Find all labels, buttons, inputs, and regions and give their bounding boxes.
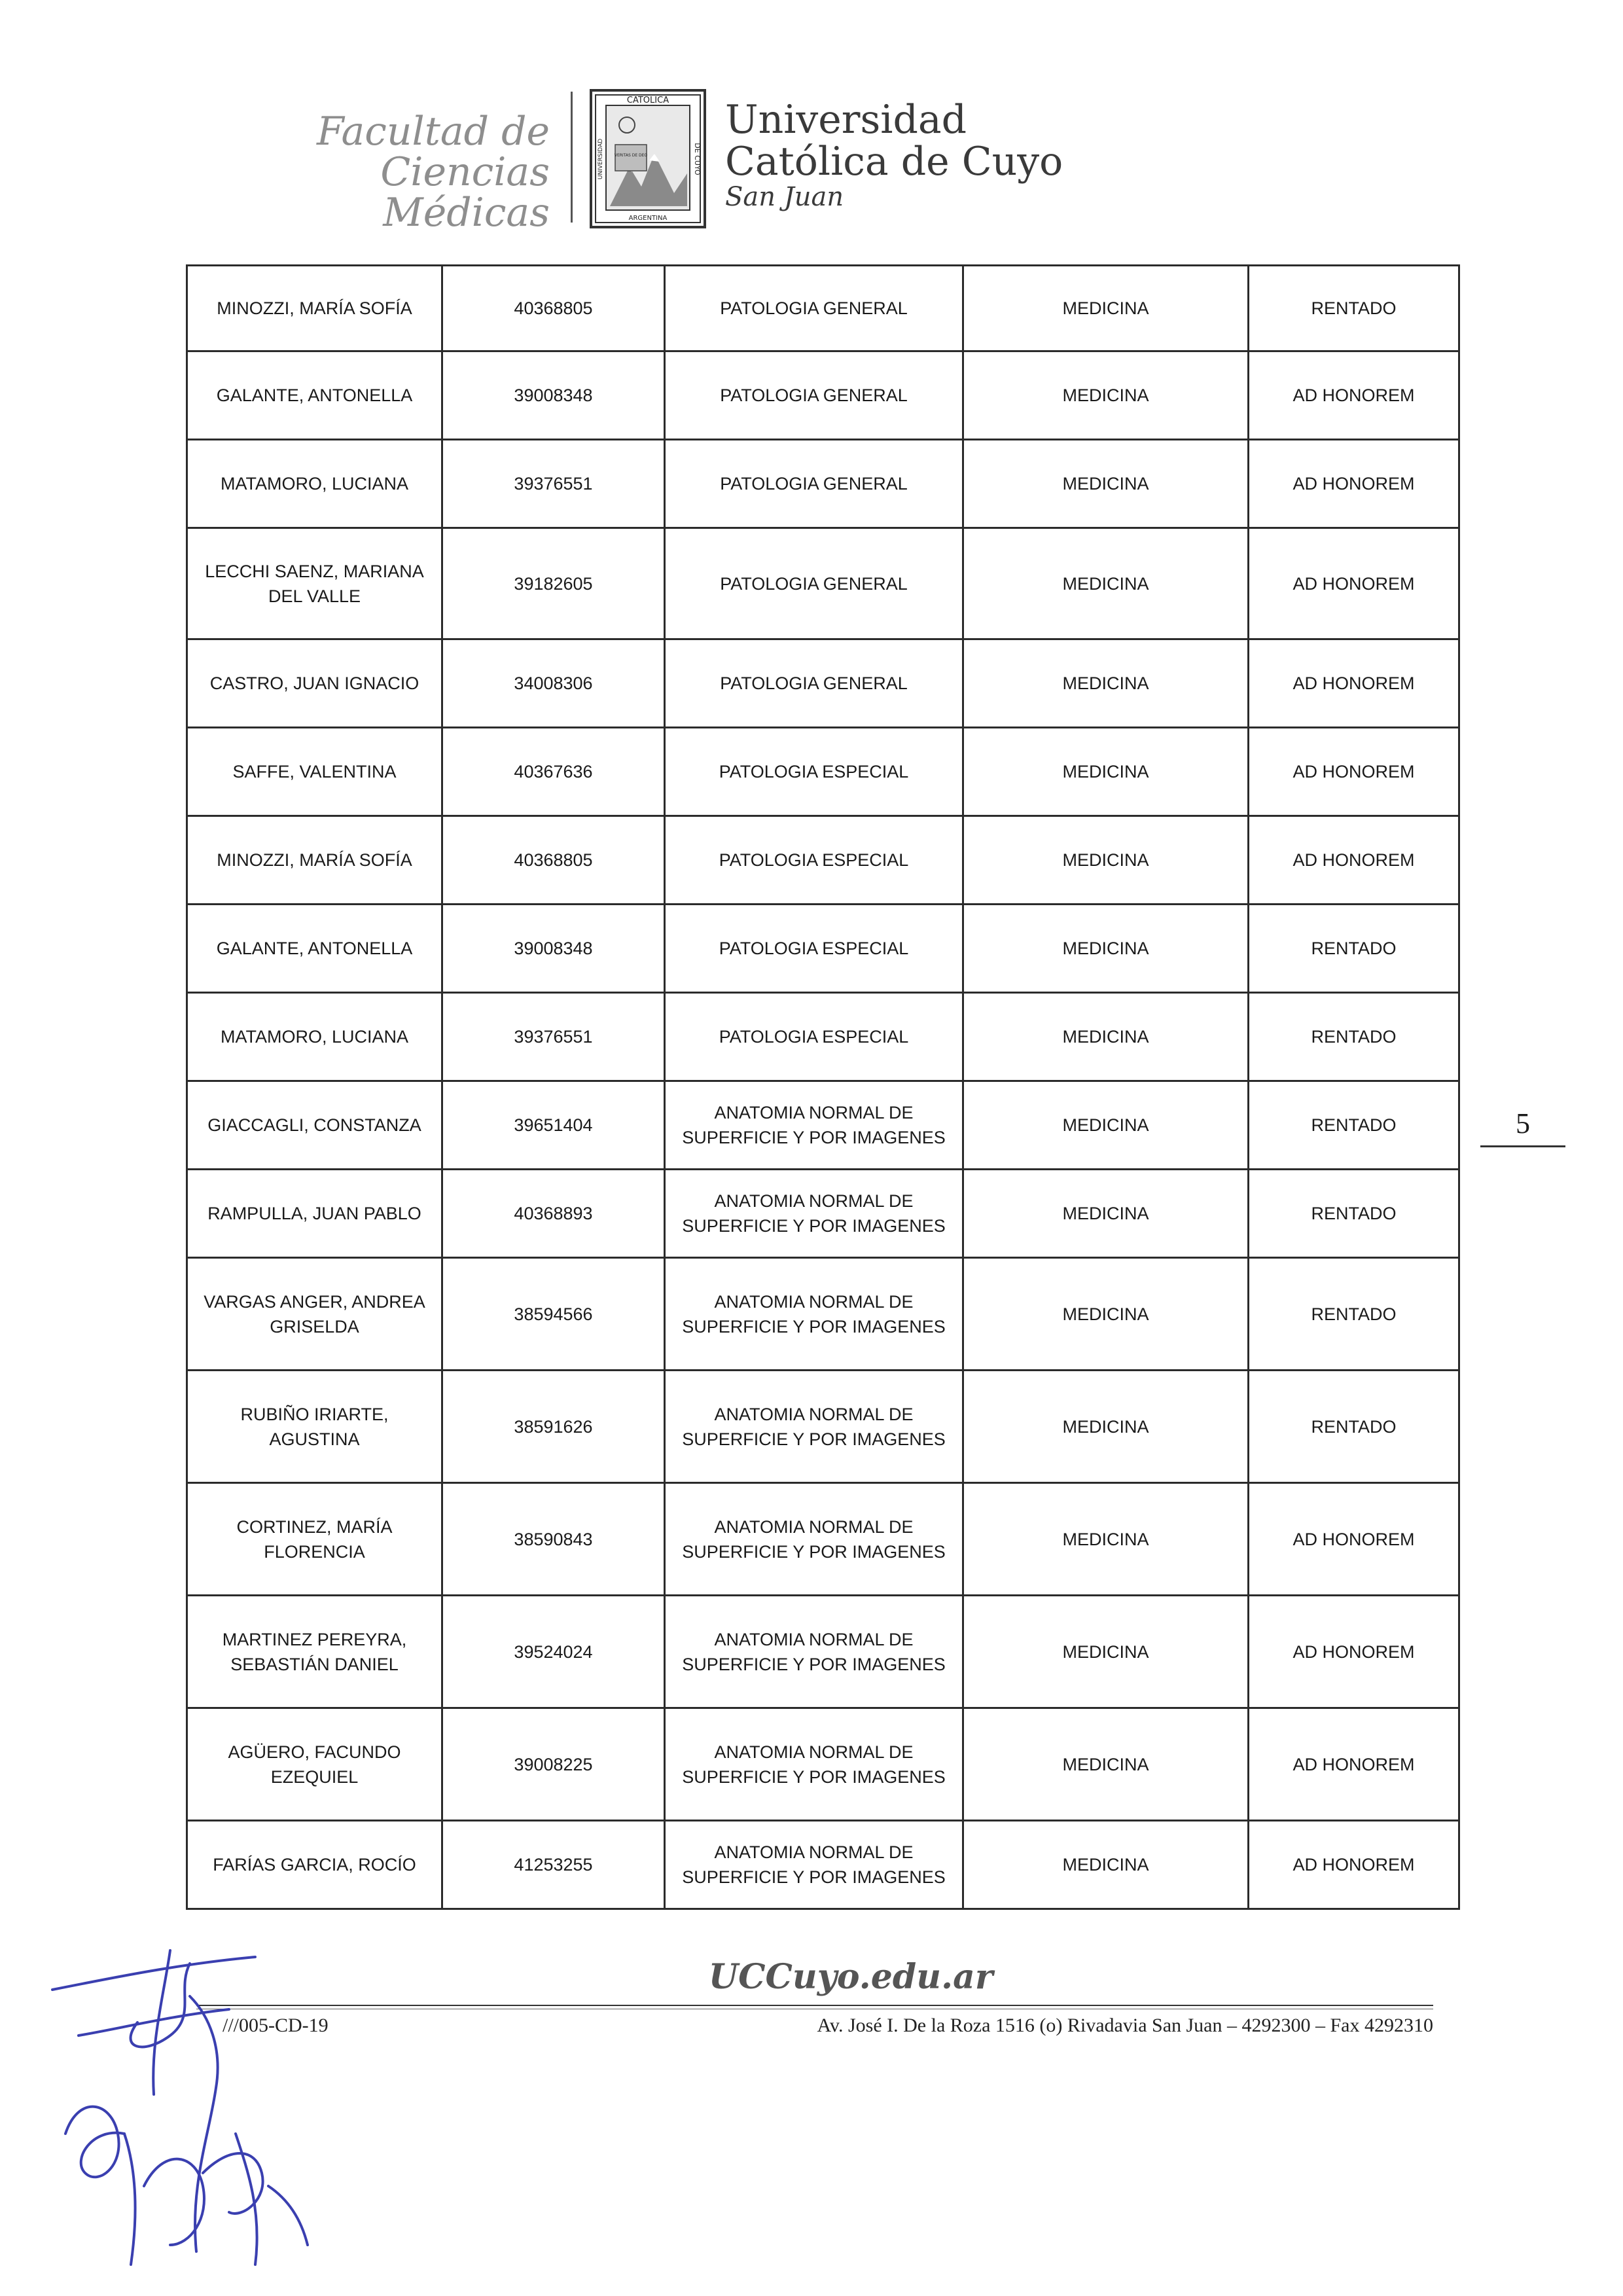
dni-cell: 41253255 xyxy=(442,1821,665,1909)
staff-name-cell: MARTINEZ PEREYRA, SEBASTIÁN DANIEL xyxy=(187,1596,442,1708)
dni-cell: 40368893 xyxy=(442,1170,665,1258)
subject-cell: PATOLOGIA ESPECIAL xyxy=(665,728,963,816)
career-cell: MEDICINA xyxy=(963,639,1249,728)
condition-cell: RENTADO xyxy=(1249,1081,1459,1170)
staff-name-cell: CORTINEZ, MARÍA FLORENCIA xyxy=(187,1483,442,1596)
career-cell: MEDICINA xyxy=(963,1596,1249,1708)
subject-cell: ANATOMIA NORMAL DE SUPERFICIE Y POR IMAGENES xyxy=(665,1258,963,1371)
letterhead xyxy=(0,0,1623,262)
staff-table-body xyxy=(187,266,1459,1909)
condition-cell: AD HONOREM xyxy=(1249,528,1459,639)
subject-cell: PATOLOGIA GENERAL xyxy=(665,528,963,639)
staff-name-cell: AGÜERO, FACUNDO EZEQUIEL xyxy=(187,1708,442,1821)
table-row xyxy=(187,905,1459,993)
staff-table xyxy=(186,264,1460,1910)
subject-cell: ANATOMIA NORMAL DE SUPERFICIE Y POR IMAGENES xyxy=(665,1596,963,1708)
staff-name-cell: CASTRO, JUAN IGNACIO xyxy=(187,639,442,728)
staff-name-cell: MINOZZI, MARÍA SOFÍA xyxy=(187,266,442,351)
footer-reference: ///005-CD-19 xyxy=(223,2015,329,2036)
staff-name-cell: FARÍAS GARCIA, ROCÍO xyxy=(187,1821,442,1909)
seal-top-text: CATOLICA xyxy=(626,96,669,105)
dni-cell: 39524024 xyxy=(442,1596,665,1708)
dni-cell: 34008306 xyxy=(442,639,665,728)
dni-cell: 38590843 xyxy=(442,1483,665,1596)
table-row xyxy=(187,1483,1459,1596)
condition-cell: AD HONOREM xyxy=(1249,728,1459,816)
university-name xyxy=(725,98,1063,212)
footer-website[interactable]: UCCuyo.edu.ar xyxy=(708,1957,993,1997)
condition-cell: RENTADO xyxy=(1249,993,1459,1081)
subject-cell: PATOLOGIA ESPECIAL xyxy=(665,816,963,905)
dni-cell: 39376551 xyxy=(442,993,665,1081)
staff-name-cell: LECCHI SAENZ, MARIANA DEL VALLE xyxy=(187,528,442,639)
staff-name-cell: GALANTE, ANTONELLA xyxy=(187,905,442,993)
staff-name-cell: MATAMORO, LUCIANA xyxy=(187,993,442,1081)
table-row xyxy=(187,1821,1459,1909)
staff-name-cell: GIACCAGLI, CONSTANZA xyxy=(187,1081,442,1170)
career-cell: MEDICINA xyxy=(963,351,1249,440)
subject-cell: PATOLOGIA GENERAL xyxy=(665,440,963,528)
table-row xyxy=(187,266,1459,351)
condition-cell: RENTADO xyxy=(1249,1170,1459,1258)
university-seal-logo xyxy=(589,88,707,229)
table-row xyxy=(187,351,1459,440)
university-city: San Juan xyxy=(725,182,844,212)
subject-cell: ANATOMIA NORMAL DE SUPERFICIE Y POR IMAGENES xyxy=(665,1170,963,1258)
condition-cell: RENTADO xyxy=(1249,266,1459,351)
dni-cell: 39651404 xyxy=(442,1081,665,1170)
condition-cell: AD HONOREM xyxy=(1249,1708,1459,1821)
header-divider xyxy=(571,92,573,223)
condition-cell: AD HONOREM xyxy=(1249,1596,1459,1708)
table-row xyxy=(187,1596,1459,1708)
faculty-name xyxy=(196,109,550,236)
condition-cell: AD HONOREM xyxy=(1249,1821,1459,1909)
handwritten-signature xyxy=(39,1937,340,2291)
career-cell: MEDICINA xyxy=(963,440,1249,528)
faculty-name-line2: Médicas xyxy=(383,190,550,236)
seal-right-text: DE CUYO xyxy=(693,143,702,175)
seal-bottom-text: ARGENTINA xyxy=(628,215,668,222)
subject-cell: PATOLOGIA ESPECIAL xyxy=(665,905,963,993)
career-cell: MEDICINA xyxy=(963,993,1249,1081)
subject-cell: ANATOMIA NORMAL DE SUPERFICIE Y POR IMAGENES xyxy=(665,1483,963,1596)
subject-cell: ANATOMIA NORMAL DE SUPERFICIE Y POR IMAGENES xyxy=(665,1081,963,1170)
condition-cell: RENTADO xyxy=(1249,1371,1459,1483)
footer-divider xyxy=(196,2005,1433,2006)
seal-left-text: UNIVERSIDAD xyxy=(597,138,604,180)
dni-cell: 39008225 xyxy=(442,1708,665,1821)
dni-cell: 39182605 xyxy=(442,528,665,639)
university-name-line2: Católica de Cuyo xyxy=(725,139,1063,185)
condition-cell: AD HONOREM xyxy=(1249,816,1459,905)
dni-cell: 38591626 xyxy=(442,1371,665,1483)
career-cell: MEDICINA xyxy=(963,1708,1249,1821)
table-row xyxy=(187,1708,1459,1821)
staff-name-cell: MINOZZI, MARÍA SOFÍA xyxy=(187,816,442,905)
career-cell: MEDICINA xyxy=(963,1371,1249,1483)
table-row xyxy=(187,1371,1459,1483)
staff-name-cell: GALANTE, ANTONELLA xyxy=(187,351,442,440)
subject-cell: PATOLOGIA GENERAL xyxy=(665,351,963,440)
university-name-line1: Universidad xyxy=(725,97,967,143)
condition-cell: AD HONOREM xyxy=(1249,1483,1459,1596)
staff-name-cell: VARGAS ANGER, ANDREA GRISELDA xyxy=(187,1258,442,1371)
career-cell: MEDICINA xyxy=(963,905,1249,993)
condition-cell: RENTADO xyxy=(1249,1258,1459,1371)
table-row xyxy=(187,993,1459,1081)
career-cell: MEDICINA xyxy=(963,1821,1249,1909)
subject-cell: PATOLOGIA ESPECIAL xyxy=(665,993,963,1081)
table-row xyxy=(187,816,1459,905)
table-row xyxy=(187,1081,1459,1170)
subject-cell: ANATOMIA NORMAL DE SUPERFICIE Y POR IMAGENES xyxy=(665,1821,963,1909)
staff-name-cell: RAMPULLA, JUAN PABLO xyxy=(187,1170,442,1258)
footer-address: Av. José I. De la Roza 1516 (o) Rivadavia San Juan – 4292300 – Fax 4292310 xyxy=(817,2015,1433,2036)
seal-center-text: VERITAS DE DEO xyxy=(614,153,648,158)
table-row xyxy=(187,728,1459,816)
page-number: 5 xyxy=(1480,1107,1565,1147)
subject-cell: ANATOMIA NORMAL DE SUPERFICIE Y POR IMAGENES xyxy=(665,1708,963,1821)
faculty-name-line1: Facultad de Ciencias xyxy=(316,109,550,195)
condition-cell: RENTADO xyxy=(1249,905,1459,993)
subject-cell: ANATOMIA NORMAL DE SUPERFICIE Y POR IMAGENES xyxy=(665,1371,963,1483)
dni-cell: 39008348 xyxy=(442,351,665,440)
table-row xyxy=(187,528,1459,639)
dni-cell: 39008348 xyxy=(442,905,665,993)
career-cell: MEDICINA xyxy=(963,1258,1249,1371)
career-cell: MEDICINA xyxy=(963,266,1249,351)
subject-cell: PATOLOGIA GENERAL xyxy=(665,266,963,351)
condition-cell: AD HONOREM xyxy=(1249,351,1459,440)
dni-cell: 40368805 xyxy=(442,266,665,351)
table-row xyxy=(187,1258,1459,1371)
dni-cell: 39376551 xyxy=(442,440,665,528)
table-row xyxy=(187,1170,1459,1258)
staff-name-cell: MATAMORO, LUCIANA xyxy=(187,440,442,528)
career-cell: MEDICINA xyxy=(963,816,1249,905)
dni-cell: 40368805 xyxy=(442,816,665,905)
career-cell: MEDICINA xyxy=(963,1170,1249,1258)
career-cell: MEDICINA xyxy=(963,1483,1249,1596)
staff-name-cell: RUBIÑO IRIARTE, AGUSTINA xyxy=(187,1371,442,1483)
condition-cell: AD HONOREM xyxy=(1249,440,1459,528)
staff-name-cell: SAFFE, VALENTINA xyxy=(187,728,442,816)
career-cell: MEDICINA xyxy=(963,1081,1249,1170)
subject-cell: PATOLOGIA GENERAL xyxy=(665,639,963,728)
career-cell: MEDICINA xyxy=(963,728,1249,816)
table-row xyxy=(187,440,1459,528)
condition-cell: AD HONOREM xyxy=(1249,639,1459,728)
table-row xyxy=(187,639,1459,728)
dni-cell: 38594566 xyxy=(442,1258,665,1371)
dni-cell: 40367636 xyxy=(442,728,665,816)
career-cell: MEDICINA xyxy=(963,528,1249,639)
